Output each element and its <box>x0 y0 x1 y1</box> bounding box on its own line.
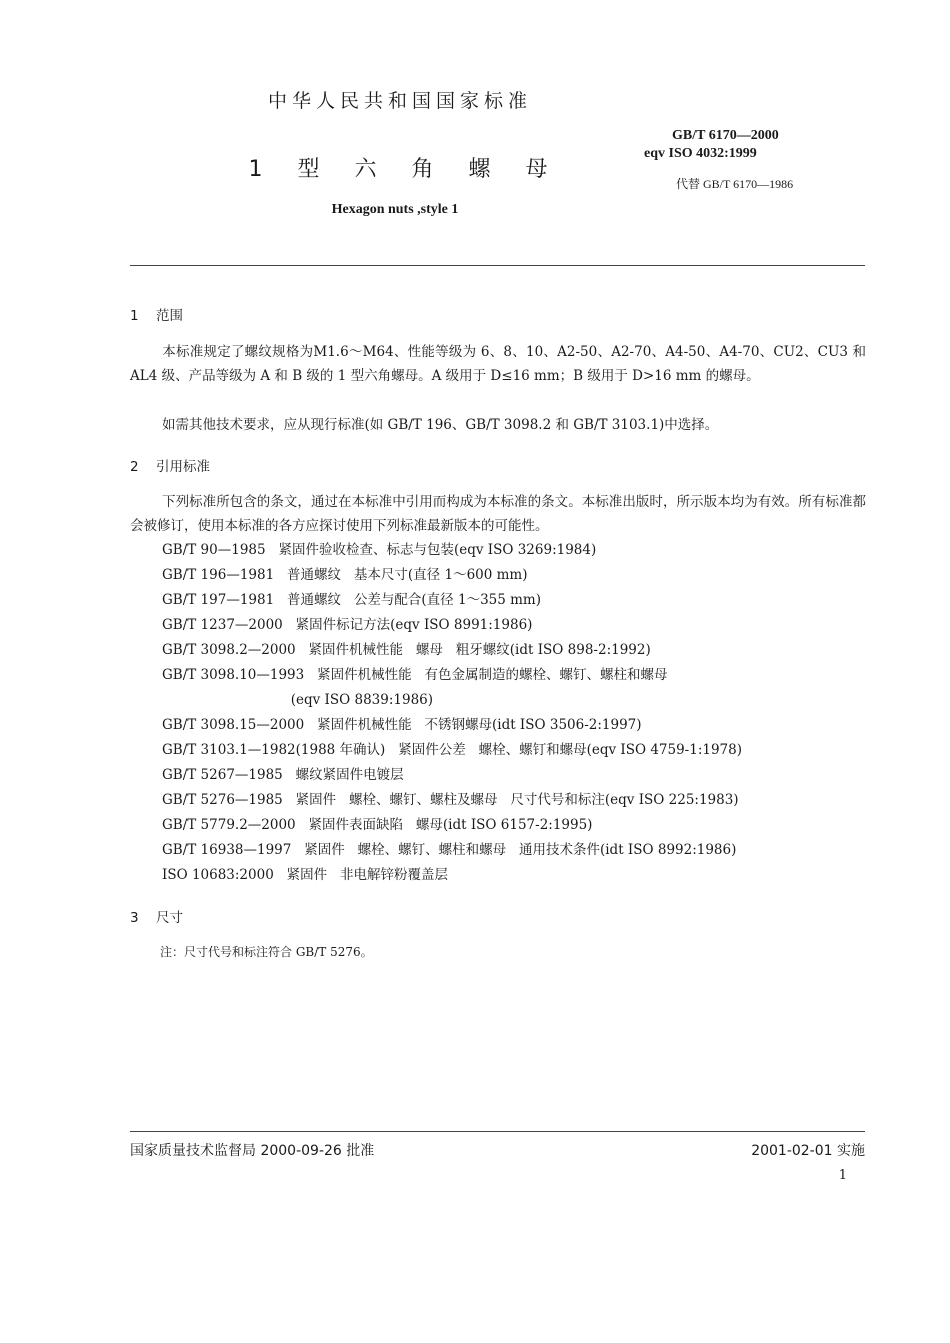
page-number: 1 <box>838 1168 847 1183</box>
national-standard-heading: 中华人民共和国国家标准 <box>267 90 532 112</box>
reference-item: GB/T 5267—1985 螺纹紧固件电镀层 <box>162 767 404 783</box>
reference-item-continuation: (eqv ISO 8839:1986) <box>162 692 434 708</box>
reference-item: GB/T 197—1981 普通螺纹 公差与配合(直径 1～355 mm) <box>162 592 541 608</box>
header-divider <box>130 265 865 266</box>
reference-item: GB/T 3098.10—1993 紧固件机械性能 有色金属制造的螺栓、螺钉、螺柱和螺母 <box>162 667 668 683</box>
section-1-paragraph-1 <box>130 340 866 388</box>
reference-item: ISO 10683:2000 紧固件 非电解锌粉覆盖层 <box>162 867 449 883</box>
section-title: 引用标准 <box>156 459 210 475</box>
document-title: 1 型 六 角 螺 母 <box>248 157 562 182</box>
section-number: 2 <box>130 459 139 475</box>
section-number: 3 <box>130 910 139 926</box>
section-2-heading <box>130 455 210 475</box>
document-title-en: Hexagon nuts ,style 1 <box>331 202 459 217</box>
reference-item: GB/T 1237—2000 紧固件标记方法(eqv ISO 8991:1986) <box>162 617 533 633</box>
footer-divider <box>130 1131 865 1132</box>
section-1-heading <box>130 304 183 324</box>
reference-item: GB/T 16938—1997 紧固件 螺栓、螺钉、螺柱和螺母 通用技术条件(idt ISO 8992:1986) <box>162 842 737 858</box>
section-3-heading <box>130 906 183 926</box>
section-number: 1 <box>130 308 139 324</box>
reference-item: GB/T 3098.15—2000 紧固件机械性能 不锈钢螺母(idt ISO 3506-2:1997) <box>162 717 642 733</box>
standard-number: GB/T 6170—2000 <box>672 128 779 143</box>
replaces-standard: 代替 GB/T 6170—1986 <box>676 177 794 191</box>
reference-item: GB/T 90—1985 紧固件验收检查、标志与包装(eqv ISO 3269:1984) <box>162 542 597 558</box>
section-2-intro <box>130 490 866 538</box>
approval-date: 国家质量技术监督局 2000-09-26 批准 <box>130 1143 375 1159</box>
reference-item: GB/T 3098.2—2000 紧固件机械性能 螺母 粗牙螺纹(idt ISO 898-2:1992) <box>162 642 651 658</box>
reference-item: GB/T 5779.2—2000 紧固件表面缺陷 螺母(idt ISO 6157-2:1995) <box>162 817 593 833</box>
section-1-paragraph-2 <box>130 413 866 437</box>
section-title: 范围 <box>156 308 183 324</box>
paragraph-text: 下列标准所包含的条文，通过在本标准中引用而构成为本标准的条文。本标准出版时，所示版本均为有效。所有标准都会被修订，使用本标准的各方应探讨使用下列标准最新版本的可能性。 <box>130 494 866 534</box>
reference-item: GB/T 5276—1985 紧固件 螺栓、螺钉、螺柱及螺母 尺寸代号和标注(eqv ISO 225:1983) <box>162 792 739 808</box>
section-title: 尺寸 <box>156 910 183 926</box>
paragraph-text: 本标准规定了螺纹规格为M1.6～M64、性能等级为 6、8、10、A2-50、A2-70、A4-50、A4-70、CU2、CU3 和 AL4 级、产品等级为 A 和 B 级的 1 型六角螺母。A 级用于 D≤16 mm；B 级用于 D>16 mm 的螺母。 <box>130 344 866 384</box>
reference-item: GB/T 196—1981 普通螺纹 基本尺寸(直径 1～600 mm) <box>162 567 528 583</box>
effective-date: 2001-02-01 实施 <box>751 1143 865 1159</box>
equivalent-standard: eqv ISO 4032:1999 <box>644 146 757 161</box>
section-3-note: 注：尺寸代号和标注符合 GB/T 5276。 <box>160 945 373 959</box>
reference-item: GB/T 3103.1—1982(1988 年确认) 紧固件公差 螺栓、螺钉和螺母(eqv ISO 4759-1:1978) <box>162 742 743 758</box>
paragraph-text: 如需其他技术要求，应从现行标准(如 GB/T 196、GB/T 3098.2 和 GB/T 3103.1)中选择。 <box>162 417 719 433</box>
